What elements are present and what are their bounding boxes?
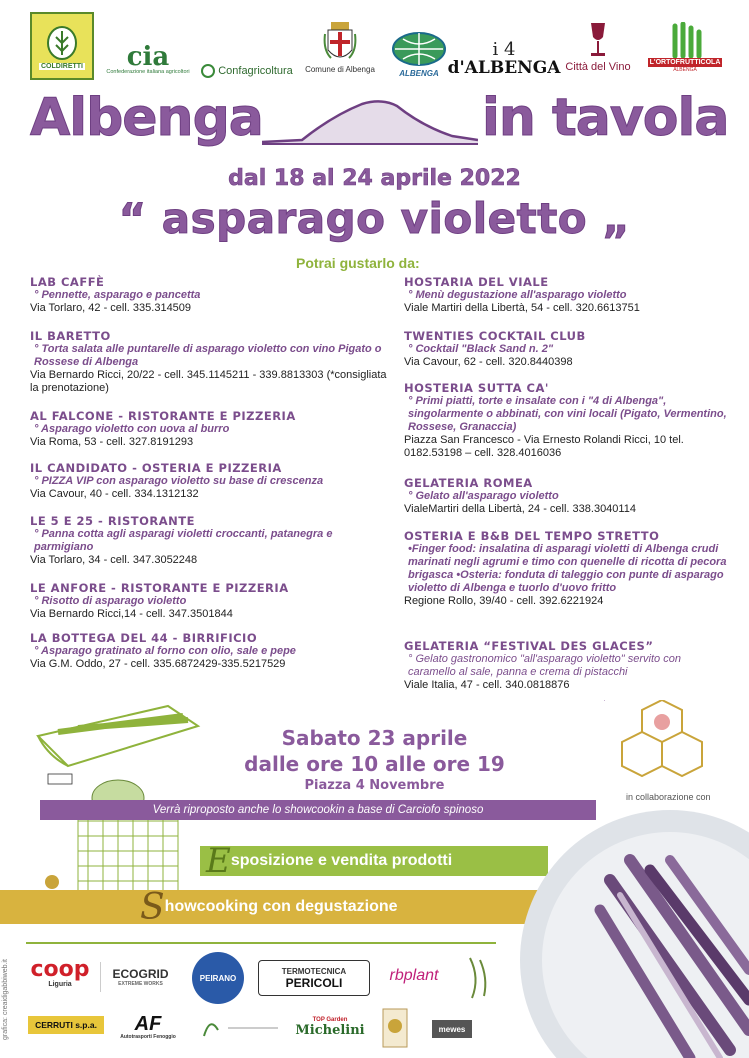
coldiretti-text: COLDIRETTI xyxy=(41,62,83,70)
confagricoltura-logo xyxy=(196,60,298,82)
venue-right-4 xyxy=(404,530,744,608)
michelini-top: TOP Garden xyxy=(312,1016,348,1023)
venue-address: Via Torlaro, 34 - cell. 347.3052248 xyxy=(30,554,198,566)
venue-desc: ° Gelato gastronomico "all'asparago violetto" servito con caramello al sale, panna e crema di pistacchi xyxy=(408,653,681,678)
venue-left-1 xyxy=(30,330,390,395)
wine-glass-icon xyxy=(583,21,613,61)
peirano-text: PEIRANO xyxy=(199,973,237,983)
cia-mark: cia xyxy=(126,42,170,73)
asparagus-plate-image xyxy=(520,800,749,1058)
coat-of-arms-icon xyxy=(323,20,357,66)
venue-left-0 xyxy=(30,276,400,315)
title-in-tavola: in tavola xyxy=(482,88,729,148)
event-hours: dalle ore 10 alle ore 19 xyxy=(244,752,505,776)
venue-address: Regione Rollo, 39/40 - cell. 392.6221924 xyxy=(404,595,604,607)
intro-text: Potrai gustarlo da: xyxy=(296,255,420,271)
subject-title: “ asparago violetto „ xyxy=(118,194,631,243)
mountain-silhouette-icon xyxy=(262,96,478,146)
venue-right-3 xyxy=(404,477,734,516)
event-place: Piazza 4 Novembre xyxy=(304,778,445,793)
venue-address: Via Roma, 53 - cell. 327.8191293 xyxy=(30,436,194,448)
venue-desc: ° Menù degustazione all'asparago violetto xyxy=(408,289,627,301)
note-text: Verrà riproposto anche lo showcookin a base di Carciofo spinoso xyxy=(152,804,484,816)
venue-name: LE 5 E 25 - RISTORANTE xyxy=(30,514,195,528)
ecogrid-sub: EXTREME WORKS xyxy=(118,981,163,987)
venue-address: Via G.M. Oddo, 27 - cell. 335.6872429-335.5217529 xyxy=(30,658,286,670)
af-logo xyxy=(108,1008,188,1046)
venue-name: GELATERIA “FESTIVAL DES GLACES” xyxy=(404,639,654,653)
ortofrutticola-sub: ALBENGA xyxy=(673,66,697,73)
michelini-text: Michelini xyxy=(295,1022,365,1038)
ecogrid-logo xyxy=(100,962,180,992)
venue-right-5 xyxy=(404,640,704,692)
dalbenga-text: d'ALBENGA xyxy=(447,57,561,78)
venue-address: Via Cavour, 62 - cell. 320.8440398 xyxy=(404,356,573,368)
venue-address: Piazza San Francesco - Via Ernesto Rolandi Ricci, 10 tel. 0182.53198 – cell. 328.4016036 xyxy=(404,434,684,459)
confagricoltura-icon xyxy=(201,64,215,78)
comune-caption: Comune di Albenga xyxy=(305,65,375,74)
venue-name: OSTERIA E B&B DEL TEMPO STRETTO xyxy=(404,529,660,543)
ecogrid-text: ECOGRID xyxy=(112,967,169,981)
showcooking-text: howcooking con degustazione xyxy=(164,898,398,915)
exposition-initial: E xyxy=(206,841,231,881)
venue-right-1 xyxy=(404,330,734,369)
venue-desc: ° Panna cotta agli asparagi violetti croccanti, patanegra e parmigiano xyxy=(34,528,333,553)
albenga-logo xyxy=(384,24,454,82)
exposition-text: sposizione e vendita prodotti xyxy=(230,852,453,869)
coop-logo xyxy=(28,954,92,992)
venue-desc: ° Asparago gratinato al forno con olio, sale e pepe xyxy=(34,645,296,657)
i4-dalbenga-logo xyxy=(447,36,561,82)
cia-logo xyxy=(104,40,192,80)
side-credit: grafica: creaidigabbiweb.it xyxy=(2,959,9,1040)
citta-vino-logo xyxy=(558,12,638,82)
wheat-icon xyxy=(42,23,82,63)
albenga-logo-text: ALBENGA xyxy=(399,68,439,78)
venue-desc: ° Risotto di asparago violetto xyxy=(34,595,187,607)
venue-name: HOSTARIA DEL VIALE xyxy=(404,275,549,289)
venue-name: AL FALCONE - RISTORANTE E PIZZERIA xyxy=(30,409,296,423)
peirano-logo xyxy=(192,952,244,1004)
venue-left-2 xyxy=(30,410,400,449)
showcooking-initial: S xyxy=(140,886,165,928)
venue-desc: ° Pennette, asparago e pancetta xyxy=(34,289,201,301)
school-logo xyxy=(612,700,732,800)
venue-desc: ° PIZZA VIP con asparago violetto su base di crescenza xyxy=(34,475,324,487)
leaves-icon xyxy=(665,22,705,58)
coop-sub: Liguria xyxy=(48,980,72,988)
venue-left-5 xyxy=(30,582,400,621)
af-sub: Autotrasporti Fenoggio xyxy=(120,1034,176,1040)
collab-text: in collaborazione con xyxy=(626,792,711,802)
venue-name: LAB CAFFÈ xyxy=(30,275,105,289)
note-banner xyxy=(40,800,596,820)
venue-name: LA BOTTEGA DEL 44 - BIRRIFICIO xyxy=(30,631,258,645)
termotecnica-logo xyxy=(258,960,370,996)
cerruti-text: CERRUTI s.p.a. xyxy=(35,1020,97,1030)
venue-left-6 xyxy=(30,632,330,671)
venue-address: Via Torlaro, 42 - cell. 335.314509 xyxy=(30,302,192,314)
venue-desc: ° Torta salata alle puntarelle di asparago violetto con vino Pigato o Rossese di Albenga xyxy=(34,343,382,368)
ortofrutticola-text: L'ORTOFRUTTICOLA xyxy=(649,58,721,66)
venue-left-3 xyxy=(30,462,400,501)
rbplant-logo xyxy=(382,956,446,996)
venue-name: GELATERIA ROMEA xyxy=(404,476,533,490)
comune-logo xyxy=(300,12,380,82)
cerruti-logo xyxy=(28,1016,104,1034)
venue-desc: ° Gelato all'asparago violetto xyxy=(408,490,559,502)
gambetta-logo xyxy=(194,1010,284,1042)
confagricoltura-text: Confagricoltura xyxy=(218,65,293,77)
ortofrutticola-logo xyxy=(646,12,724,82)
school-name xyxy=(604,700,605,701)
cia-caption: Confederazione italiana agricoltori xyxy=(106,69,190,76)
citta-vino-text: Città del Vino xyxy=(565,61,631,73)
title-albenga: Albenga xyxy=(30,88,263,148)
venue-address: Viale Italia, 47 - cell. 340.0818876 xyxy=(404,679,570,691)
mewes-logo xyxy=(432,1020,472,1038)
venue-name: TWENTIES COCKTAIL CLUB xyxy=(404,329,586,343)
coldiretti-logo xyxy=(30,12,94,80)
venue-name: IL CANDIDATO - OSTERIA E PIZZERIA xyxy=(30,461,282,475)
vigo-logo xyxy=(462,952,496,1004)
termotecnica-text: TERMOTECNICA xyxy=(281,966,347,976)
venue-address: Via Cavour, 40 - cell. 334.1312132 xyxy=(30,488,199,500)
michelini-logo xyxy=(292,1008,368,1046)
event-dates: dal 18 al 24 aprile 2022 xyxy=(228,166,521,191)
venue-address: VialeMartiri della Libertà, 24 - cell. 338.3040114 xyxy=(404,503,636,515)
mewes-text: mewes xyxy=(438,1024,466,1034)
venue-left-4 xyxy=(30,515,340,567)
pericoli-text: PERICOLI xyxy=(285,975,343,990)
venue-address: Via Bernardo Ricci, 20/22 - cell. 345.1145211 - 339.8813303 (*consigliata la prenotazione) xyxy=(30,369,387,394)
coop-text: coop xyxy=(30,956,90,982)
rbplant-text: rbplant xyxy=(389,967,439,984)
globe-icon xyxy=(389,29,449,69)
venue-name: HOSTERIA SUTTA CA' xyxy=(404,381,549,395)
venue-name: IL BARETTO xyxy=(30,329,111,343)
showcooking-banner xyxy=(0,886,548,928)
venue-right-0 xyxy=(404,276,734,315)
venue-desc: ° Primi piatti, torte e insalate con i "4 di Albenga", singolarmente o abbinati, con vini locali (Pigato, Vermentino, Rossese, Granaccia) xyxy=(408,395,727,433)
divider-line xyxy=(26,942,496,944)
venue-address: Via Bernardo Ricci,14 - cell. 347.3501844 xyxy=(30,608,233,620)
af-text: AF xyxy=(134,1013,162,1035)
venue-desc: ° Asparago violetto con uova al burro xyxy=(34,423,230,435)
venue-desc: •Finger food: insalatina di asparagi violetti di Albenga crudi marinati negli agrumi e timo con quenelle di ricotta di pecora brigasca •Osteria: fonduta di taleggio con punte di asparago violetto di Albenga e tuorlo d'uovo fritto xyxy=(408,543,727,594)
venue-name: LE ANFORE - RISTORANTE E PIZZERIA xyxy=(30,581,289,595)
exposition-banner xyxy=(200,841,548,881)
event-day: Sabato 23 aprile xyxy=(281,726,468,750)
venue-address: Viale Martiri della Libertà, 54 - cell. 320.6613751 xyxy=(404,302,640,314)
venue-desc: ° Cocktail "Black Sand n. 2" xyxy=(408,343,554,355)
venue-right-2 xyxy=(404,382,734,460)
i4-text: i 4 xyxy=(492,38,516,60)
badge-logo xyxy=(382,1008,408,1048)
